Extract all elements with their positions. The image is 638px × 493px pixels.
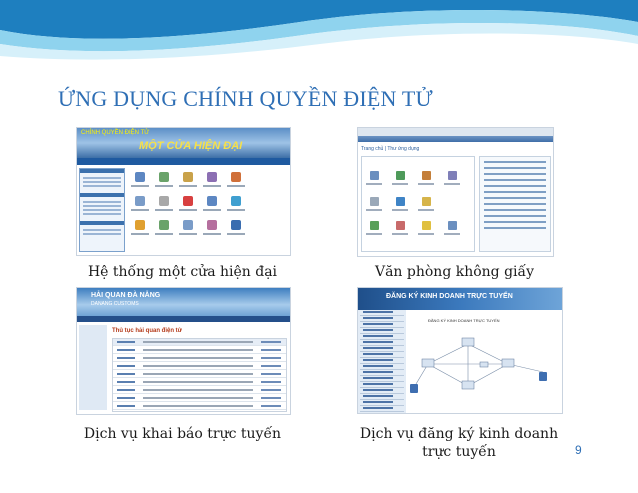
- customs-online-screenshot: [76, 287, 291, 415]
- customs-nav-bar: [77, 316, 290, 322]
- header-wave: [0, 0, 638, 70]
- business-banner-text: ĐĂNG KÝ KINH DOANH TRỰC TUYẾN: [386, 293, 513, 300]
- one-stop-banner: [77, 128, 290, 158]
- one-stop-nav-bar: [77, 158, 290, 165]
- business-network-diagram: [408, 324, 558, 410]
- business-sidebar: [358, 310, 406, 413]
- business-registration-screenshot: [357, 287, 563, 414]
- caption-customs: Dịch vụ khai báo trực tuyến: [83, 426, 282, 442]
- paperless-menu-bar: [358, 136, 553, 142]
- paperless-task-list: [479, 156, 551, 252]
- customs-table-title: Thủ tục hải quan điện tử: [112, 328, 183, 334]
- customs-sidebar: [79, 325, 107, 410]
- page-number: 9: [575, 443, 582, 457]
- one-stop-system-screenshot: [76, 127, 291, 256]
- slide-title: ỨNG DỤNG CHÍNH QUYỀN ĐIỆN TỬ: [58, 86, 433, 111]
- one-stop-banner-text: MỘT CỬA HIỆN ĐẠI: [139, 140, 243, 152]
- business-diagram-title: ĐĂNG KÝ KINH DOANH TRỰC TUYẾN: [428, 318, 500, 323]
- one-stop-sidebar: [79, 168, 125, 252]
- customs-banner: [77, 288, 290, 316]
- one-stop-top-label: CHÍNH QUYỀN ĐIỆN TỬ: [81, 130, 150, 136]
- caption-business-registration-line2: trực tuyến: [422, 444, 496, 460]
- customs-org-name-en: DANANG CUSTOMS: [91, 301, 139, 307]
- business-banner: [358, 288, 562, 310]
- customs-org-name: HẢI QUAN ĐÀ NẴNG: [91, 292, 161, 299]
- caption-business-registration-line1: Dịch vụ đăng ký kinh doanh: [359, 426, 559, 442]
- caption-paperless: Văn phòng không giấy: [374, 264, 535, 280]
- paperless-office-screenshot: [357, 127, 554, 257]
- one-stop-icon-grid: [129, 170, 284, 250]
- paperless-breadcrumb: Trang chủ | Thư ứng dụng: [361, 146, 420, 152]
- paperless-app-grid: [361, 156, 475, 252]
- caption-one-stop: Hệ thống một cửa hiện đại: [87, 264, 278, 280]
- customs-table: [112, 338, 287, 412]
